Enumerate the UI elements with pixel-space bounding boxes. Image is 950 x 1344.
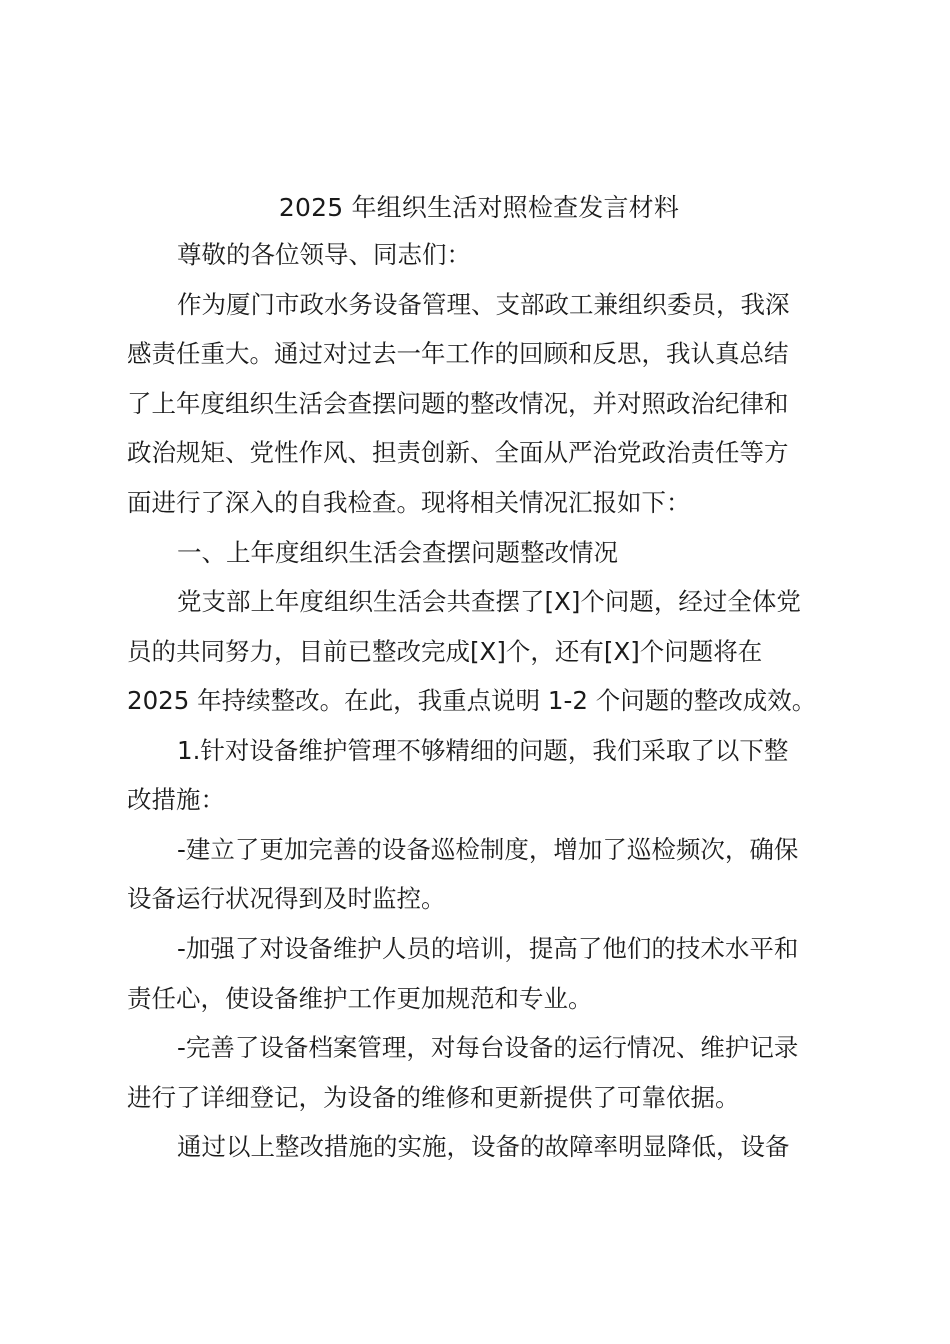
paragraph-line: 面进行了深入的自我检查。现将相关情况汇报如下：: [127, 488, 691, 517]
paragraph-line: 党支部上年度组织生活会共查摆了[X]个问题，经过全体党: [177, 587, 801, 616]
list-item-line: 设备运行状况得到及时监控。: [127, 884, 446, 913]
paragraph-line: 作为厦门市政水务设备管理、支部政工兼组织委员，我深: [177, 290, 790, 319]
paragraph-line: 员的共同努力，目前已整改完成[X]个，还有[X]个问题将在: [127, 637, 763, 666]
list-item-line: -完善了设备档案管理，对每台设备的运行情况、维护记录: [177, 1033, 799, 1062]
list-item-line: -加强了对设备维护人员的培训，提高了他们的技术水平和: [177, 934, 799, 963]
paragraph-line: 通过以上整改措施的实施，设备的故障率明显降低，设备: [177, 1132, 790, 1161]
paragraph-line: 感责任重大。通过对过去一年工作的回顾和反思，我认真总结: [127, 339, 789, 368]
list-item-line: -建立了更加完善的设备巡检制度，增加了巡检频次，确保: [177, 835, 799, 864]
document-title: 2025 年组织生活对照检查发言材料: [278, 193, 680, 222]
list-item-line: 责任心，使设备维护工作更加规范和专业。: [127, 984, 593, 1013]
paragraph-line: 政治规矩、党性作风、担责创新、全面从严治党政治责任等方: [127, 438, 789, 467]
section-heading: 一、上年度组织生活会查摆问题整改情况: [177, 538, 618, 567]
salutation: 尊敬的各位领导、同志们：: [177, 240, 471, 269]
paragraph-line: 1.针对设备维护管理不够精细的问题，我们采取了以下整: [177, 736, 789, 765]
paragraph-line: 2025 年持续整改。在此，我重点说明 1-2 个问题的整改成效。: [127, 686, 817, 715]
paragraph-line: 了上年度组织生活会查摆问题的整改情况，并对照政治纪律和: [127, 389, 789, 418]
paragraph-line: 改措施：: [127, 785, 225, 814]
list-item-line: 进行了详细登记，为设备的维修和更新提供了可靠依据。: [127, 1083, 740, 1112]
